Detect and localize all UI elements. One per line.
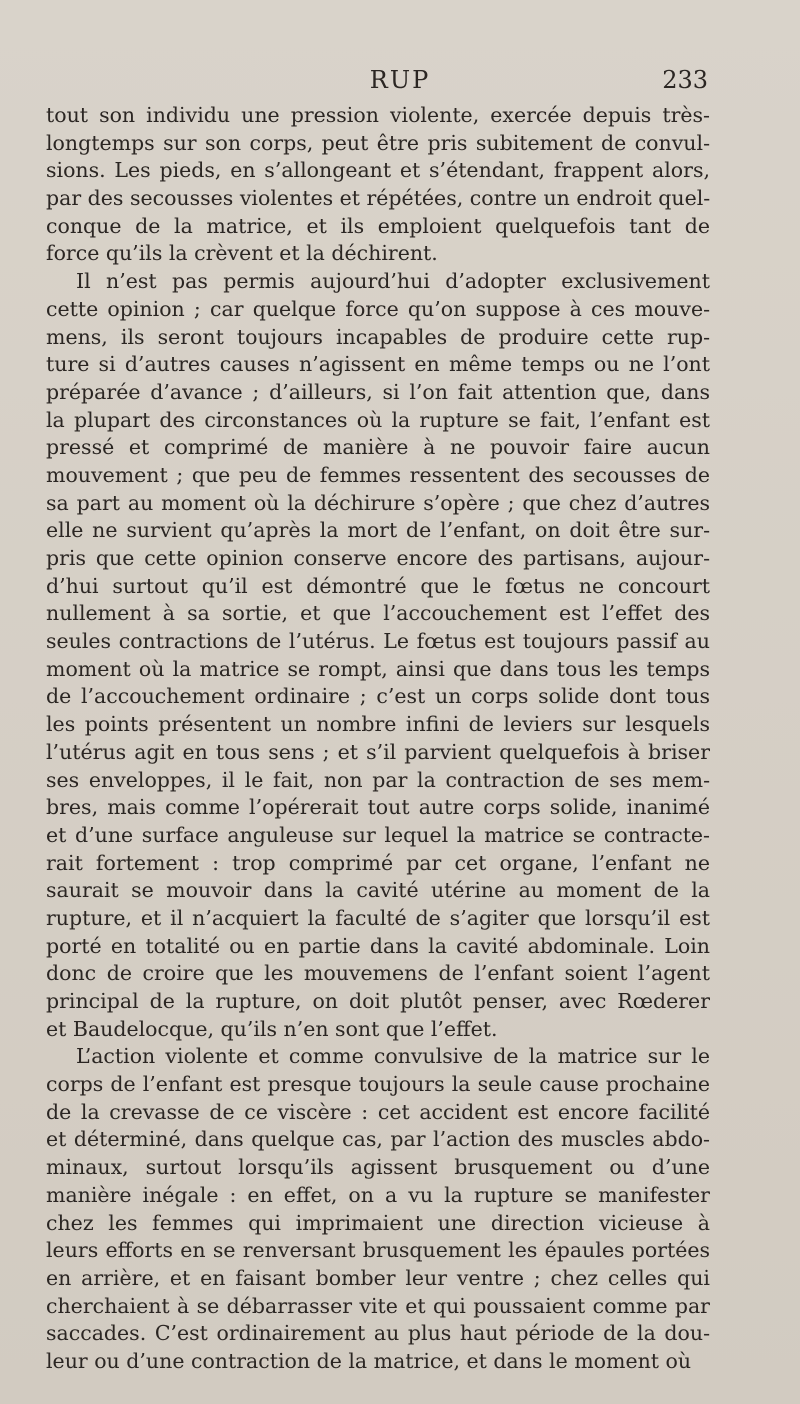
text-line: sa part au moment où la déchirure s’opère ; que chez d’autres (46, 490, 710, 515)
text-line: leur ou d’une contraction de la matrice, et dans le moment où (46, 1348, 692, 1373)
text-line: par des secousses violentes et répétées, contre un endroit quel- (46, 186, 710, 211)
text-line: de la crevasse de ce viscère : cet accident est encore facilité (46, 1099, 710, 1124)
text-line: minaux, surtout lorsqu’ils agissent brusquement ou d’une (46, 1155, 710, 1180)
text-line: et Baudelocque, qu’ils n’en sont que l’effet. (46, 1016, 498, 1041)
text-line: chez les femmes qui imprimaient une direction vicieuse à (46, 1210, 710, 1235)
text-line: corps de l’enfant est presque toujours la seule cause prochaine (46, 1072, 710, 1097)
body-text (46, 102, 710, 1376)
text-line: pressé et comprimé de manière à ne pouvoir faire aucun (46, 435, 710, 460)
text-line: mouvement ; que peu de femmes ressentent des secousses de (46, 462, 710, 487)
text-line: la plupart des circonstances où la rupture se fait, l’enfant est (46, 407, 710, 432)
page-header (0, 66, 800, 98)
text-line: tout son individu une pression violente, exercée depuis très- (46, 103, 710, 127)
text-line: nullement à sa sortie, et que l’accouchement est l’effet des (46, 601, 710, 626)
paragraph (46, 268, 710, 1043)
text-line: bres, mais comme l’opérerait tout autre corps solide, inanimé (46, 795, 710, 820)
text-line: cherchaient à se débarrasser vite et qui poussaient comme par (46, 1293, 710, 1318)
text-line: l’utérus agit en tous sens ; et s’il parvient quelquefois à briser (46, 739, 710, 764)
text-line: longtemps sur son corps, peut être pris subitement de convul- (46, 130, 710, 155)
text-line: cette opinion ; car quelque force qu’on suppose à ces mouve- (46, 296, 710, 321)
text-line: elle ne survient qu’après la mort de l’enfant, on doit être sur- (46, 518, 710, 543)
text-line: rait fortement : trop comprimé par cet organe, l’enfant ne (46, 850, 710, 875)
text-line: ses enveloppes, il le fait, non par la contraction de ses mem- (46, 767, 710, 792)
text-line: saurait se mouvoir dans la cavité utérine au moment de la (46, 878, 710, 903)
text-line: les points présentent un nombre infini de leviers sur lesquels (46, 712, 710, 737)
text-line: sions. Les pieds, en s’allongeant et s’étendant, frappent alors, (46, 158, 710, 183)
text-line: moment où la matrice se rompt, ainsi que dans tous les temps (46, 656, 710, 681)
text-line: pris que cette opinion conserve encore des partisans, aujour- (46, 546, 710, 570)
text-line: conque de la matrice, et ils emploient quelquefois tant de (46, 213, 710, 238)
text-line: force qu’ils la crèvent et la déchirent. (46, 241, 438, 266)
text-line: Il n’est pas permis aujourd’hui d’adopter exclusivement (76, 269, 710, 294)
text-line: rupture, et il n’acquiert la faculté de s’agiter que lorsqu’il est (46, 905, 710, 930)
text-line: donc de croire que les mouvemens de l’enfant soient l’agent (46, 961, 710, 986)
text-line: mens, ils seront toujours incapables de produire cette rup- (46, 324, 710, 349)
text-line: de l’accouchement ordinaire ; c’est un corps solide dont tous (46, 684, 710, 709)
text-line: et déterminé, dans quelque cas, par l’action des muscles abdo- (46, 1127, 710, 1152)
page-number: 233 (662, 66, 708, 94)
text-line: seules contractions de l’utérus. Le fœtus est toujours passif au (46, 629, 710, 654)
text-line: préparée d’avance ; d’ailleurs, si l’on fait attention que, dans (46, 379, 710, 404)
text-line: manière inégale : en effet, on a vu la rupture se manifester (46, 1182, 710, 1207)
paragraph (46, 102, 710, 268)
text-line: saccades. C’est ordinairement au plus haut période de la dou- (46, 1321, 710, 1346)
paragraph (46, 1043, 710, 1375)
text-line: ture si d’autres causes n’agissent en même temps ou ne l’ont (46, 352, 710, 377)
text-line: en arrière, et en faisant bomber leur ventre ; chez celles qui (46, 1265, 710, 1290)
text-line: L’action violente et comme convulsive de la matrice sur le (76, 1044, 710, 1069)
text-line: d’hui surtout qu’il est démontré que le fœtus ne concourt (46, 573, 710, 598)
text-line: et d’une surface anguleuse sur lequel la matrice se contracte- (46, 822, 710, 847)
running-head: RUP (369, 66, 431, 94)
text-line: principal de la rupture, on doit plutôt penser, avec Rœderer (46, 989, 710, 1013)
text-line: leurs efforts en se renversant brusquement les épaules portées (46, 1238, 710, 1263)
text-line: porté en totalité ou en partie dans la cavité abdominale. Loin (46, 933, 710, 958)
